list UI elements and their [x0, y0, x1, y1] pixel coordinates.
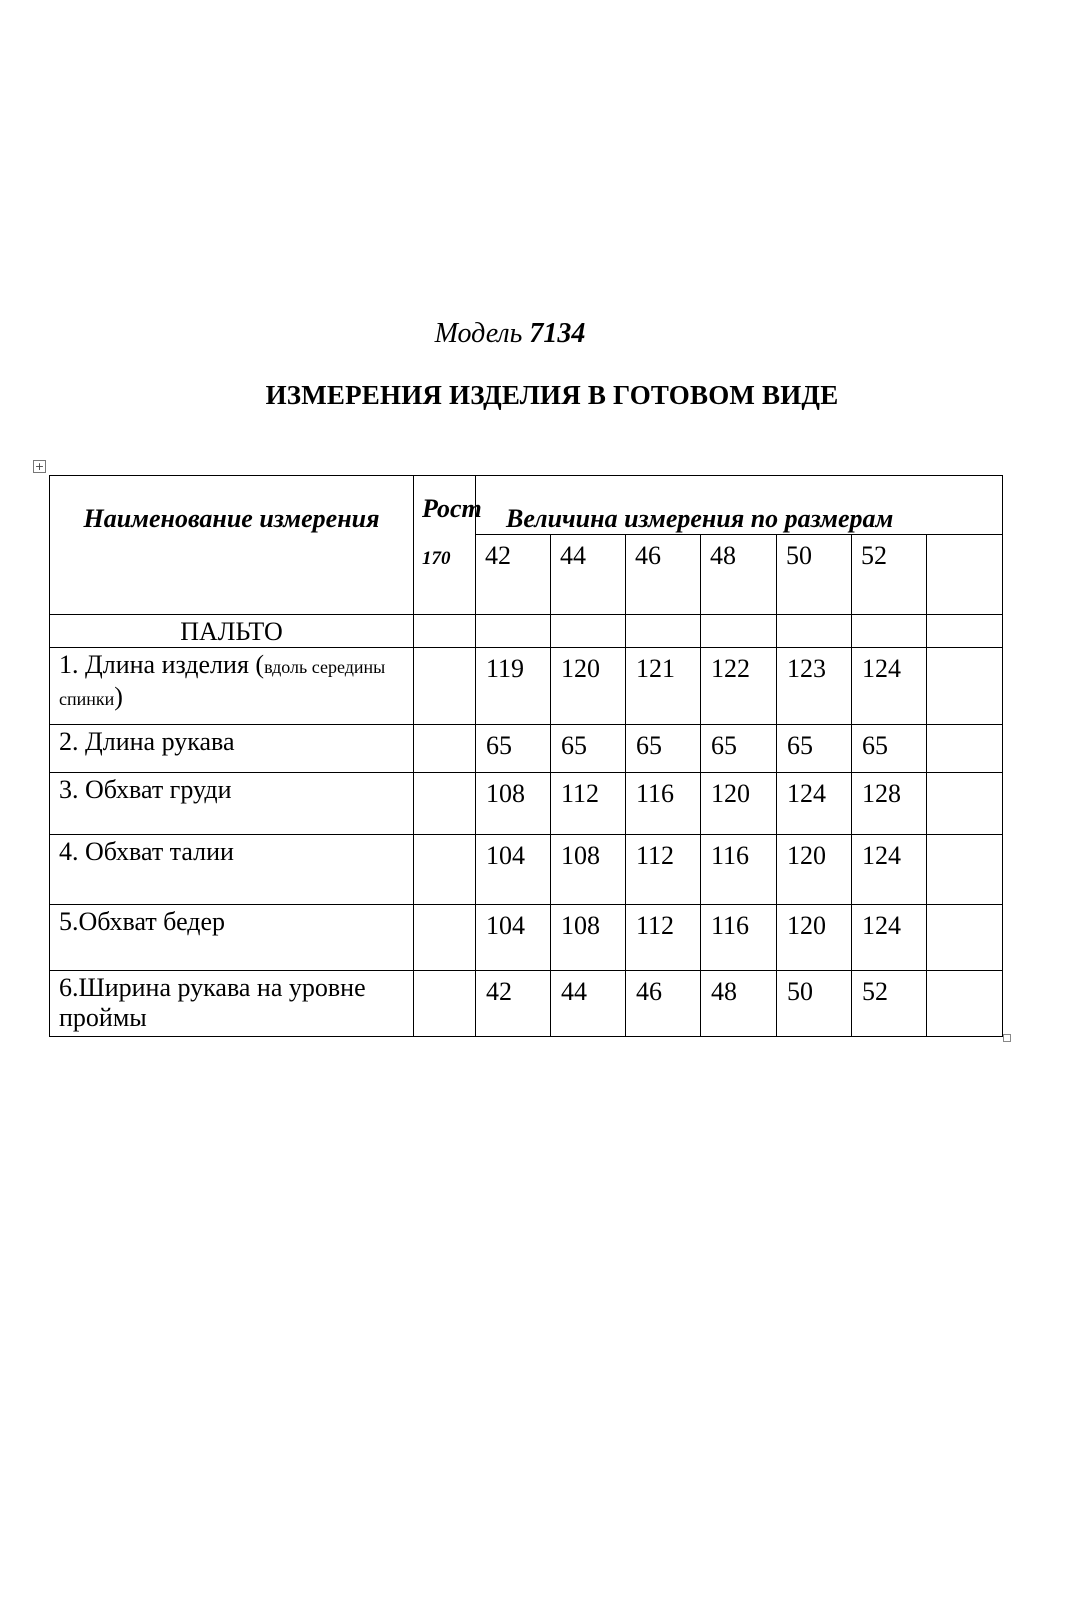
value-cell: 108: [476, 773, 551, 835]
size-cell-empty: [927, 535, 1003, 615]
row-name: [50, 648, 414, 725]
value-cell: 65: [701, 725, 777, 773]
value-cell: 124: [852, 648, 927, 725]
value-cell: 122: [701, 648, 777, 725]
value-cell: 124: [777, 773, 852, 835]
value-cell: 120: [551, 648, 626, 725]
value-cell: 46: [626, 971, 701, 1037]
empty-cell: [852, 615, 927, 648]
value-cell: 120: [777, 905, 852, 971]
size-cell: 48: [701, 535, 777, 615]
empty-cell: [551, 615, 626, 648]
empty-cell: [927, 615, 1003, 648]
row-name-end: ): [114, 682, 123, 711]
row-name-main: 1. Длина изделия (: [59, 650, 265, 679]
value-cell: 44: [551, 971, 626, 1037]
header-height-value: 170: [422, 548, 451, 569]
size-cell: 46: [626, 535, 701, 615]
table-move-handle-icon[interactable]: +: [34, 460, 45, 473]
table-row: [50, 835, 1003, 905]
value-cell: 112: [626, 835, 701, 905]
value-cell: 116: [701, 835, 777, 905]
empty-cell: [414, 615, 476, 648]
empty-cell: [476, 615, 551, 648]
row-name: 2. Длина рукава: [50, 725, 414, 773]
value-cell: 116: [626, 773, 701, 835]
page-title: ИЗМЕРЕНИЯ ИЗДЕЛИЯ В ГОТОВОМ ВИДЕ: [265, 380, 839, 410]
value-cell: 116: [701, 905, 777, 971]
row-name: 5.Обхват бедер: [50, 905, 414, 971]
value-cell: 104: [476, 835, 551, 905]
model-title: [0, 318, 1020, 350]
header-height-label: Рост: [422, 494, 482, 523]
height-cell: [414, 971, 476, 1037]
value-cell: 121: [626, 648, 701, 725]
value-cell: 65: [551, 725, 626, 773]
table-row: [50, 905, 1003, 971]
header-measurement-name: Наименование измерения: [50, 476, 414, 615]
value-cell: 65: [777, 725, 852, 773]
header-sizes: Величина измерения по размерам: [476, 476, 1003, 535]
value-cell: 112: [551, 773, 626, 835]
row-name: 4. Обхват талии: [50, 835, 414, 905]
size-cell: 52: [852, 535, 927, 615]
model-label: Модель: [434, 318, 523, 349]
value-cell: 48: [701, 971, 777, 1037]
height-cell: [414, 725, 476, 773]
value-cell: 120: [701, 773, 777, 835]
table-resize-handle[interactable]: [1003, 1034, 1011, 1042]
value-cell: 65: [476, 725, 551, 773]
table-row: [50, 725, 1003, 773]
value-cell: 123: [777, 648, 852, 725]
value-cell: 65: [626, 725, 701, 773]
empty-cell: [927, 835, 1003, 905]
section-label: ПАЛЬТО: [50, 615, 414, 648]
value-cell: 120: [777, 835, 852, 905]
empty-cell: [927, 725, 1003, 773]
value-cell: 119: [476, 648, 551, 725]
size-cell: 44: [551, 535, 626, 615]
table-row: [50, 971, 1003, 1037]
header-row-top: [50, 476, 1003, 535]
value-cell: 50: [777, 971, 852, 1037]
height-cell: [414, 835, 476, 905]
size-cell: 42: [476, 535, 551, 615]
row-name: 6.Ширина рукава на уровне проймы: [50, 971, 414, 1037]
value-cell: 65: [852, 725, 927, 773]
row-name: 3. Обхват груди: [50, 773, 414, 835]
section-row: [50, 615, 1003, 648]
height-cell: [414, 648, 476, 725]
header-height: [414, 476, 482, 615]
height-cell: [414, 905, 476, 971]
empty-cell: [927, 971, 1003, 1037]
size-cell: 50: [777, 535, 852, 615]
empty-cell: [927, 905, 1003, 971]
table-row: [50, 648, 1003, 725]
row-name-note: вдоль середины спинки: [59, 657, 386, 709]
value-cell: 128: [852, 773, 927, 835]
value-cell: 124: [852, 835, 927, 905]
empty-cell: [927, 648, 1003, 725]
value-cell: 104: [476, 905, 551, 971]
empty-cell: [701, 615, 777, 648]
value-cell: 124: [852, 905, 927, 971]
table-row: [50, 773, 1003, 835]
empty-cell: [927, 773, 1003, 835]
value-cell: 52: [852, 971, 927, 1037]
value-cell: 108: [551, 905, 626, 971]
model-number: 7134: [529, 318, 586, 349]
measurements-table: [49, 475, 1003, 1037]
value-cell: 112: [626, 905, 701, 971]
value-cell: 42: [476, 971, 551, 1037]
value-cell: 108: [551, 835, 626, 905]
empty-cell: [626, 615, 701, 648]
height-cell: [414, 773, 476, 835]
empty-cell: [777, 615, 852, 648]
